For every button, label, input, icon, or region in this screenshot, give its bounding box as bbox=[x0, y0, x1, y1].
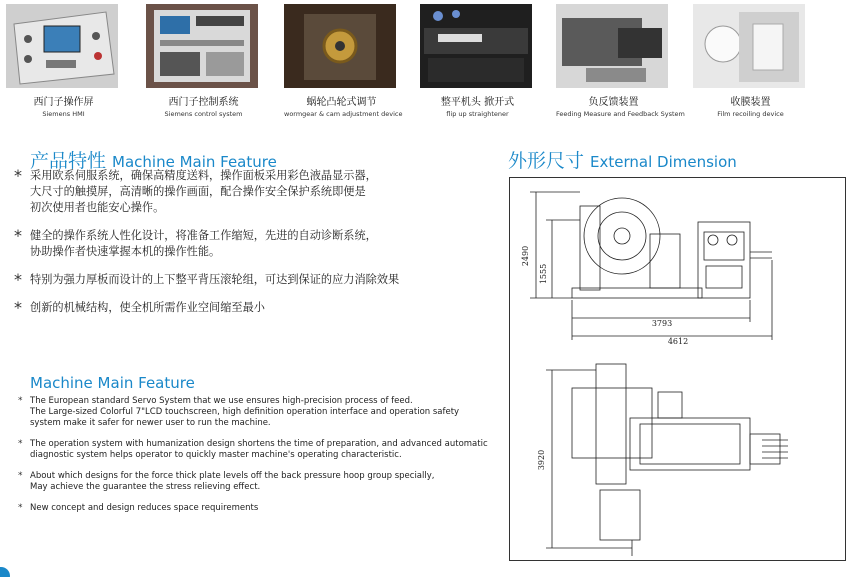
siemens-hmi-photo bbox=[6, 4, 118, 88]
film-recoil-photo bbox=[693, 4, 805, 88]
feature-en-text: The European standard Servo System that we use ensures high-precision process of feed. The Large-sized Colorful 7"LCD touchscreen, high definition operation interface and operation safety system make it safer for newer user to run the machine. bbox=[30, 396, 460, 428]
feature-en-text: The operation system with humanization design shortens the time of preparation, and advanced automatic diagnostic system helps operator to quickly master machine's operating characteristic. bbox=[30, 439, 488, 460]
star-bullet-icon: * bbox=[14, 226, 22, 245]
star-bullet-icon: * bbox=[14, 166, 22, 185]
list-item bbox=[18, 396, 488, 429]
list-item bbox=[14, 300, 484, 316]
feature-en-text: About which designs for the force thick plate levels off the back pressure hoop group specially, May achieve the guarantee the stress relieving effect. bbox=[30, 471, 435, 492]
star-bullet-icon: * bbox=[14, 270, 22, 289]
star-bullet-icon: * bbox=[18, 439, 23, 449]
gallery-item-control bbox=[146, 4, 261, 118]
feature-en-text: New concept and design reduces space requirements bbox=[30, 503, 259, 513]
gallery-item-feedback bbox=[556, 4, 685, 118]
list-item bbox=[18, 503, 488, 514]
gallery-caption-en: flip up straightener bbox=[446, 110, 509, 118]
dim-length-total: 4612 bbox=[667, 337, 689, 346]
gallery-caption-cn: 蜗轮凸轮式调节 bbox=[306, 97, 377, 108]
side-base bbox=[572, 288, 702, 298]
list-item bbox=[14, 168, 484, 216]
gallery-caption-en: Film recoiling device bbox=[717, 110, 784, 118]
straightener-photo bbox=[420, 4, 532, 88]
gallery-caption-cn: 整平机头 掀开式 bbox=[440, 97, 515, 108]
dimension-title bbox=[508, 146, 737, 173]
gallery-item-straightener bbox=[420, 4, 535, 118]
gallery-caption-cn: 西门子控制系统 bbox=[168, 97, 239, 108]
star-bullet-icon: * bbox=[18, 396, 23, 406]
feedback-photo bbox=[556, 4, 668, 88]
gallery-caption-en: Siemens control system bbox=[164, 110, 243, 118]
features-en-title: Machine Main Feature bbox=[30, 374, 195, 392]
list-item bbox=[18, 471, 488, 493]
page-marker-dot bbox=[0, 567, 10, 577]
dim-length-partial: 3793 bbox=[651, 319, 673, 328]
feature-title-cn: 产品特性 bbox=[30, 150, 107, 172]
gallery-item-hmi bbox=[6, 4, 121, 118]
gallery-caption-cn: 负反馈装置 bbox=[588, 97, 639, 108]
dim-height-total: 2490 bbox=[521, 245, 530, 267]
list-item bbox=[18, 439, 488, 461]
dimension-drawing-svg bbox=[510, 178, 845, 560]
star-bullet-icon: * bbox=[14, 298, 22, 317]
features-cn-list bbox=[14, 168, 484, 328]
star-bullet-icon: * bbox=[18, 471, 23, 481]
feature-title-en: Machine Main Feature bbox=[112, 153, 277, 171]
dim-width-total: 3920 bbox=[537, 449, 546, 471]
top-feeder bbox=[630, 418, 750, 470]
dimension-title-en: External Dimension bbox=[590, 153, 737, 171]
gallery-caption-en: Feeding Measure and Feedback System bbox=[556, 110, 685, 118]
feature-cn-text: 健全的操作系统人性化设计，将准备工作缩短，先进的自动诊断系统， 协助操作者快速掌握本机的操作性能。 bbox=[30, 229, 377, 258]
star-bullet-icon: * bbox=[18, 503, 23, 513]
top-lower-unit bbox=[600, 490, 640, 540]
feature-cn-text: 创新的机械结构，使全机所需作业空间缩至最小 bbox=[30, 301, 265, 314]
list-item bbox=[14, 272, 484, 288]
photo-gallery bbox=[0, 0, 860, 125]
gallery-caption-en: Siemens HMI bbox=[42, 110, 85, 118]
coil-reel bbox=[584, 198, 660, 274]
list-item bbox=[14, 228, 484, 260]
gallery-item-wormgear bbox=[284, 4, 403, 118]
features-en-list bbox=[18, 396, 488, 524]
gallery-caption-cn: 西门子操作屏 bbox=[33, 97, 94, 108]
gallery-caption-cn: 收膜装置 bbox=[730, 97, 771, 108]
dim-height-partial: 1555 bbox=[539, 263, 548, 285]
dimension-title-cn: 外形尺寸 bbox=[508, 150, 585, 172]
dimension-drawing bbox=[509, 177, 846, 561]
control-system-photo bbox=[146, 4, 258, 88]
gallery-item-film bbox=[693, 4, 808, 118]
feature-cn-text: 采用欧系伺服系统，确保高精度送料，操作面板采用彩色液晶显示器， 大尺寸的触摸屏，高清晰的操作画面，配合操作安全保护系统即便是 初次使用者也能安心操作。 bbox=[30, 169, 377, 214]
gallery-caption-en: wormgear & cam adjustment device bbox=[284, 110, 403, 118]
feature-cn-text: 特别为强力厚板而设计的上下整平背压滚轮组，可达到保证的应力消除效果 bbox=[30, 273, 400, 286]
wormgear-photo bbox=[284, 4, 396, 88]
